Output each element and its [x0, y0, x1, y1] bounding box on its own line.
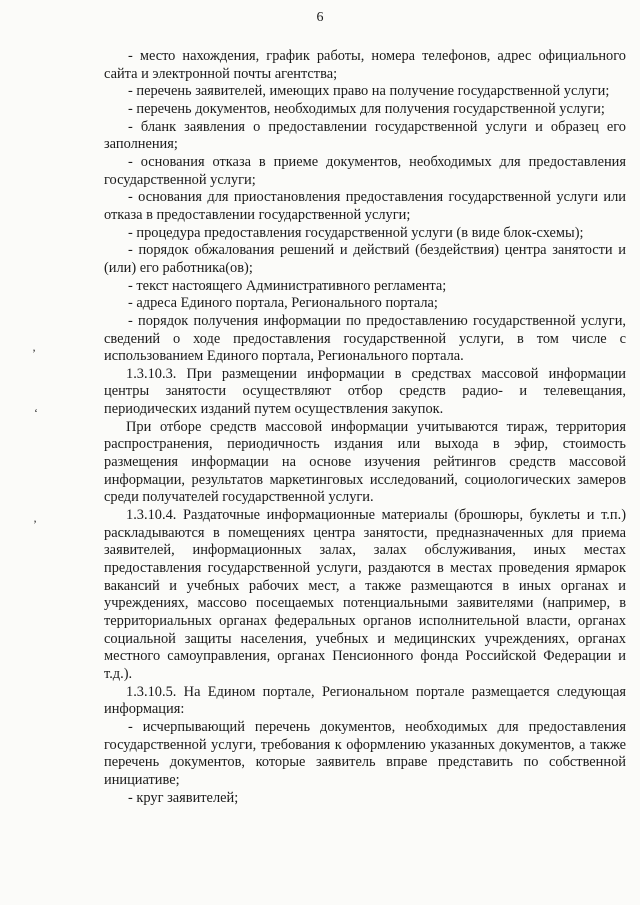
paragraph-list-item: - текст настоящего Административного регламента; [128, 277, 447, 294]
paragraph-list-item: - исчерпывающий перечень документов, необходимых для предоставления государственной услуги, требования к оформлению указанных документов, а также перечень документов, которые заявитель вправе представить по собственной инициативе; [104, 718, 626, 788]
paragraph-list-item: - перечень документов, необходимых для получения государственной услуги; [128, 100, 605, 117]
paragraph-list-item: - бланк заявления о предоставлении государственной услуги и образец его заполнения; [104, 118, 626, 153]
paragraph-media-selection: При отборе средств массовой информации учитываются тираж, территория распространения, периодичность издания или выхода в эфир, стоимость размещения информации на основе изучения рейтингов средств массовой информации, результатов маркетинговых исследований, социологических замеров среди получателей государственной услуги. [104, 418, 626, 506]
paragraph-section-1-3-10-5: 1.3.10.5. На Едином портале, Региональном портале размещается следующая информация: [104, 683, 626, 718]
margin-mark: ‘ [34, 406, 38, 420]
paragraph-section-1-3-10-4: 1.3.10.4. Раздаточные информационные материалы (брошюры, буклеты и т.п.) раскладываются в помещениях центра занятости, предназначенных для приема заявителей, информационных залах, залах обслуживания, иных местах предоставления государственной услуги, раздаются в местах проведения ярмарок вакансий и учебных рабочих мест, а также размещаются в иных органах и учреждениях, массово посещаемых потенциальными заявителями (например, в территориальных органах федеральных органов исполнительной власти, органах социальной защиты населения, учебных и медицинских учреждениях, органах местного самоуправления, органах Пенсионного фонда Российской Федерации и т.д.). [104, 507, 626, 682]
paragraph-list-item: - место нахождения, график работы, номера телефонов, адрес официального сайта и электронной почты агентства; [104, 48, 626, 82]
paragraph-list-item: - перечень заявителей, имеющих право на получение государственной услуги; [128, 83, 610, 100]
page-number: 6 [316, 10, 324, 25]
paragraph-list-item: - порядок обжалования решений и действий (бездействия) центра занятости и (или) его работника(ов); [104, 242, 626, 276]
paragraph-section-1-3-10-3: 1.3.10.3. При размещении информации в средствах массовой информации центры занятости осуществляют отбор средств радио- и телевещания, периодических изданий путем осуществления закупок. [104, 365, 626, 418]
document-body [104, 48, 626, 807]
paragraph-list-item: - адреса Единого портала, Регионального портала; [128, 295, 438, 312]
paragraph-list-item: - основания для приостановления предоставления государственной услуги или отказа в предоставлении государственной услуги; [104, 189, 626, 223]
paragraph-list-item: - порядок получения информации по предоставлению государственной услуги, сведений о ходе предоставления государственной услуги, в том числе с использованием Единого портала, Регионального портала. [104, 312, 626, 365]
paragraph-list-item: - круг заявителей; [128, 789, 239, 806]
paragraph-list-item: - основания отказа в приеме документов, необходимых для предоставления государственной услуги; [104, 153, 626, 188]
margin-mark: ’ [33, 517, 37, 531]
margin-mark: ’ [32, 346, 36, 360]
paragraph-list-item: - процедура предоставления государственной услуги (в виде блок-схемы); [128, 224, 584, 241]
